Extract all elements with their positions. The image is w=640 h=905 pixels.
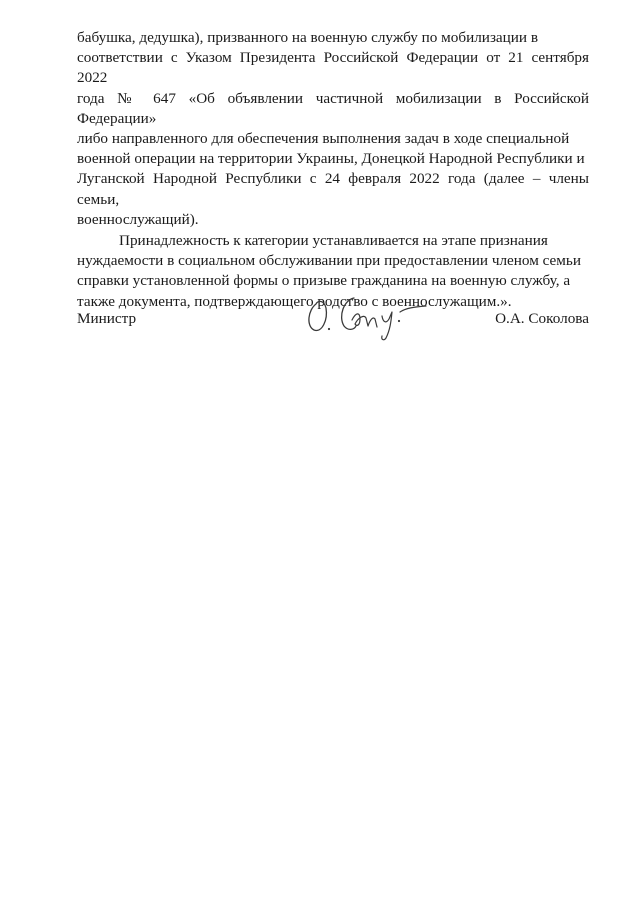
signatory-name: О.А. Соколова [495, 310, 589, 327]
handwritten-signature [302, 286, 430, 342]
signatory-title: Министр [77, 310, 137, 327]
paragraph-category-membership: Принадлежность к категории устанавливается на этапе признания нуждаемости в социальном обслуживании при предоставлении членом семьи справки установленной формы о призыве гражданина на военную службу, а также документа, подтверждающего родство с военнослужащим.». [77, 232, 581, 310]
paragraph-continuation: бабушка, дедушка), призванного на военную службу по мобилизации в соответствии с Указом Президента Российской Федерации от 21 сентября 2022 года № 647 «Об объявлении частичной мобилизации в Российской Федерации» либо направленного для обеспечения выполнения задач в ходе специальной военной операции на территории Украины, Донецкой Народной Республики и Луганской Народной Республики с 24 февраля 2022 года (далее – члены семьи, военнослужащий). [77, 29, 589, 228]
document-body [77, 28, 589, 312]
